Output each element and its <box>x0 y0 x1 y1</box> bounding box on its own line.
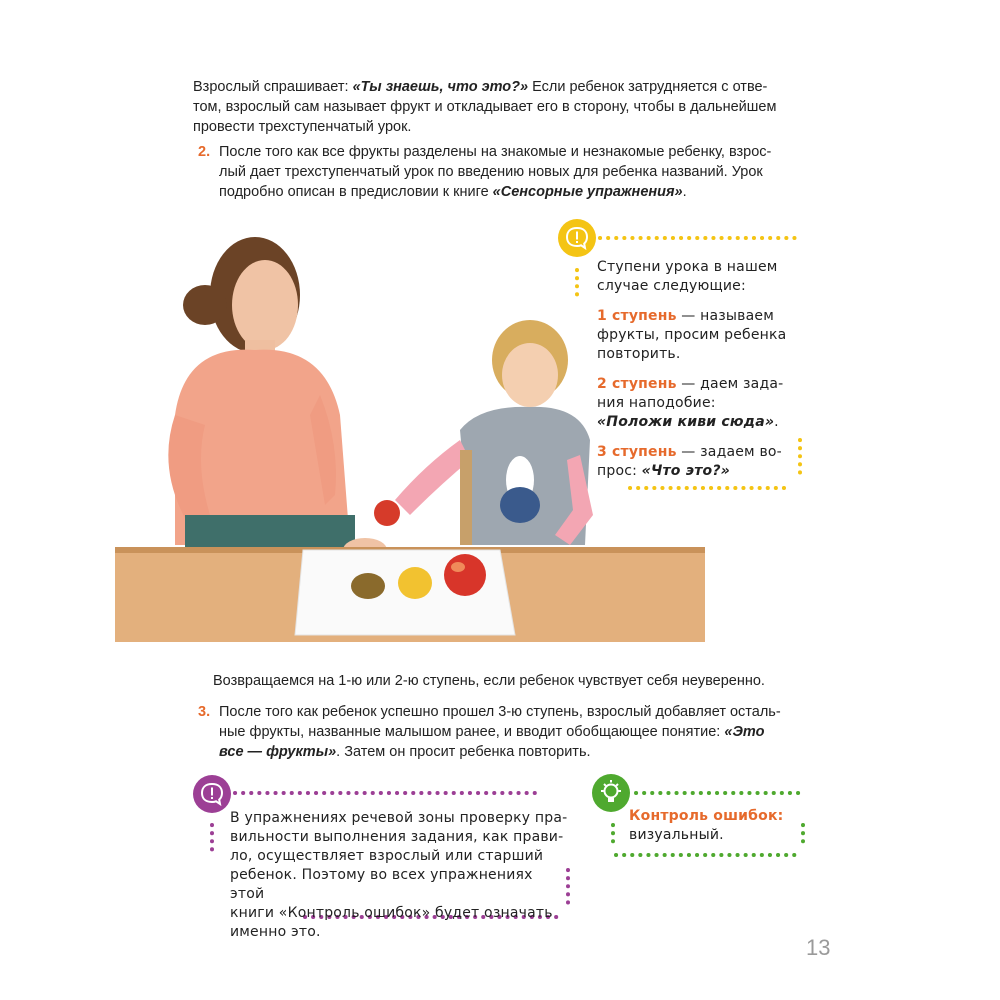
intro-paragraph <box>193 77 813 137</box>
tip-step-1: 1 ступень — называем фрукты, просим ребенка повторить. <box>597 308 787 362</box>
error-control-value: визуальный. <box>629 827 724 843</box>
tip-steps-intro: Ступени урока в нашем случае следующие: <box>597 259 778 294</box>
tip-steps-text <box>597 258 795 492</box>
error-control-label: Контроль ошибок: <box>629 808 784 824</box>
step-2-text: После того как все фрукты разделены на знакомые и незнакомые ребенку, взрос- лый дает трехступенчатый урок по введению новых для ребенка названий. Урок подробно описан в предисловии к книге «Сенсорные упражнения». <box>219 144 772 200</box>
step-3-text: После того как ребенок успешно прошел 3-ю ступень, взрослый добавляет осталь- ные фрукты, названные малышом ранее, и вводит обобщающее понятие: «Это все — фрукты». Затем он просит ребенка повторить. <box>219 704 781 760</box>
intro-question: «Ты знаешь, что это?» <box>352 79 529 95</box>
tip-step-3: 3 ступень — задаем во-прос: «Что это?» <box>597 444 782 479</box>
intro-line-1: Взрослый спрашивает: «Ты знаешь, что это?» Если ребенок затрудняется с отве- <box>193 79 768 95</box>
tip-control-text <box>629 807 809 845</box>
intro-line-2: том, взрослый сам называет фрукт и откладывает его в сторону, чтобы в дальнейшем <box>193 99 777 115</box>
book-title: «Сенсорные упражнения» <box>492 184 683 200</box>
step-2-number: 2. <box>198 144 211 160</box>
intro-line-3: провести трехступенчатый урок. <box>193 119 412 135</box>
tip-speech-text: В упражнениях речевой зоны проверку пра- вильности выполнения задания, как прави- ло, осуществляет взрослый или старший ребенок. Поэтому во всех упражнениях этой книги «Контроль ошибок» будет означать именно это. <box>230 810 568 940</box>
step-3-number: 3. <box>198 704 211 720</box>
tip-step-2: 2 ступень — даем зада-ния наподобие: «Положи киви сюда». <box>597 376 784 430</box>
page-number: 13 <box>806 935 831 960</box>
return-instruction: Возвращаемся на 1-ю или 2-ю ступень, если ребенок чувствует себя неуверенно. <box>213 673 765 689</box>
